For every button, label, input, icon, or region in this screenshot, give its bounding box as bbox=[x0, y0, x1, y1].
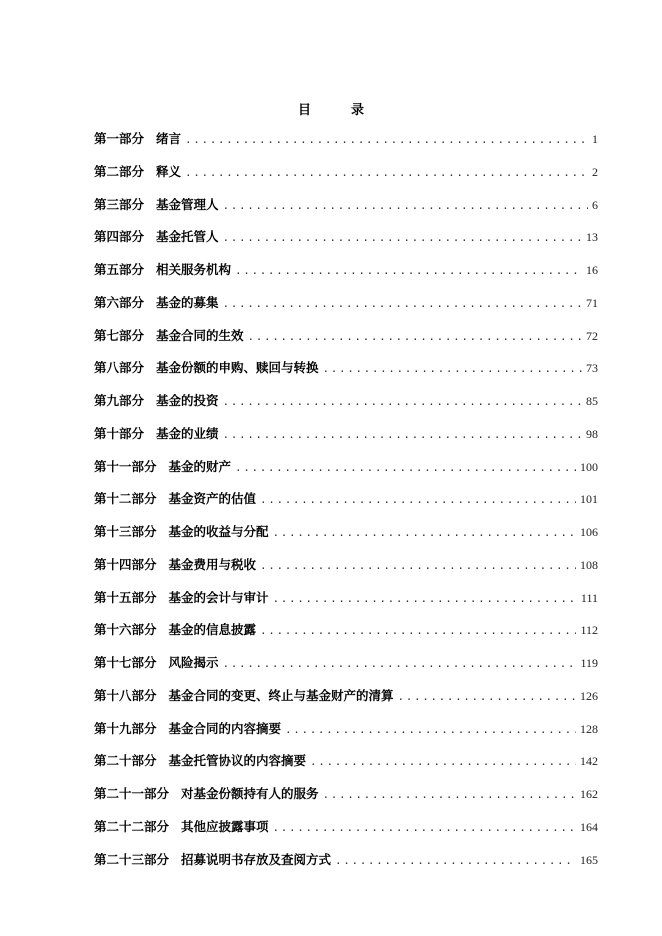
toc-entry-title: 风险揭示 bbox=[168, 655, 219, 670]
toc-heading-right: 录 bbox=[351, 103, 365, 118]
toc-entry-leader-dots bbox=[248, 329, 582, 345]
toc-entry-leader-dots bbox=[223, 296, 582, 312]
toc-entry-leader-dots bbox=[235, 460, 576, 476]
toc-entry[interactable] bbox=[94, 426, 598, 459]
toc-entry-page-number: 16 bbox=[586, 263, 598, 277]
toc-entry[interactable] bbox=[94, 459, 598, 492]
toc-entry-part: 第六部分 bbox=[94, 294, 145, 310]
toc-entry-leader-dots bbox=[335, 853, 576, 869]
toc-entry-title: 基金的会计与审计 bbox=[168, 589, 269, 605]
toc-entry-title: 释义 bbox=[156, 163, 182, 179]
toc-entry-part: 第十五部分 bbox=[94, 589, 157, 605]
toc-entry[interactable] bbox=[94, 197, 598, 230]
toc-entry-leader-dots bbox=[260, 623, 576, 639]
toc-entry-part: 第十三部分 bbox=[94, 524, 157, 539]
toc-entry[interactable] bbox=[94, 164, 598, 197]
toc-entry-title: 基金的投资 bbox=[156, 393, 219, 408]
toc-entry-leader-dots bbox=[310, 754, 576, 770]
toc-entry-title: 基金的信息披露 bbox=[168, 622, 257, 638]
toc-entry-part: 第十一部分 bbox=[94, 458, 157, 474]
toc-entry-title: 绪言 bbox=[156, 131, 182, 146]
toc-entry-page-number: 164 bbox=[580, 819, 598, 834]
toc-entry-page-number: 119 bbox=[580, 656, 598, 670]
toc-entry[interactable] bbox=[94, 852, 598, 885]
toc-entry-leader-dots bbox=[185, 132, 588, 148]
toc-entry-page-number: 128 bbox=[580, 721, 598, 736]
toc-entry-part: 第二十部分 bbox=[94, 753, 157, 769]
toc-entry[interactable] bbox=[94, 721, 598, 754]
toc-entry-page-number: 111 bbox=[580, 590, 598, 605]
toc-entry[interactable] bbox=[94, 131, 598, 164]
toc-entry-page-number: 108 bbox=[580, 557, 598, 572]
toc-entry-part: 第七部分 bbox=[94, 327, 145, 343]
toc-entry[interactable] bbox=[94, 360, 598, 393]
toc-entry-leader-dots bbox=[273, 591, 577, 607]
toc-entry-title: 基金的财产 bbox=[168, 458, 232, 474]
toc-entry-part: 第十二部分 bbox=[94, 491, 157, 507]
toc-entry-leader-dots bbox=[223, 394, 582, 410]
toc-entry[interactable] bbox=[94, 262, 598, 295]
toc-entry[interactable] bbox=[94, 655, 598, 688]
toc-entry-part: 第十四部分 bbox=[94, 556, 157, 572]
toc-entry-page-number: 98 bbox=[586, 426, 598, 441]
toc-list bbox=[94, 131, 598, 884]
toc-entry[interactable] bbox=[94, 524, 598, 557]
toc-entry-part: 第九部分 bbox=[94, 393, 145, 408]
toc-entry-part: 第十九部分 bbox=[94, 720, 157, 736]
toc-entry-leader-dots bbox=[235, 263, 582, 279]
toc-entry-page-number: 100 bbox=[580, 459, 598, 474]
toc-entry-part: 第四部分 bbox=[94, 229, 145, 245]
toc-entry-title: 基金合同的变更、终止与基金财产的清算 bbox=[168, 687, 394, 703]
toc-entry-leader-dots bbox=[398, 689, 576, 705]
toc-entry-title: 基金托管人 bbox=[156, 229, 219, 245]
toc-entry-page-number: 73 bbox=[586, 361, 598, 376]
toc-entry[interactable] bbox=[94, 393, 598, 426]
toc-entry-part: 第二部分 bbox=[94, 163, 145, 179]
toc-entry-page-number: 6 bbox=[592, 197, 598, 212]
toc-entry-part: 第三部分 bbox=[94, 196, 145, 212]
toc-entry-part: 第十八部分 bbox=[94, 687, 157, 703]
toc-entry-page-number: 126 bbox=[580, 688, 598, 703]
toc-entry-title: 基金资产的估值 bbox=[168, 491, 257, 507]
toc-entry-leader-dots bbox=[323, 787, 576, 803]
toc-heading-left: 目 bbox=[297, 103, 311, 118]
toc-entry-page-number: 112 bbox=[580, 623, 598, 638]
toc-entry[interactable] bbox=[94, 688, 598, 721]
toc-entry[interactable] bbox=[94, 229, 598, 262]
toc-entry[interactable] bbox=[94, 786, 598, 819]
toc-entry-title: 招募说明书存放及查阅方式 bbox=[181, 851, 332, 867]
toc-entry-leader-dots bbox=[260, 492, 576, 508]
toc-entry-title: 基金托管协议的内容摘要 bbox=[168, 753, 307, 769]
toc-entry-page-number: 13 bbox=[586, 230, 598, 245]
toc-entry-title: 基金的业绩 bbox=[156, 425, 219, 441]
toc-entry-leader-dots bbox=[223, 198, 588, 214]
toc-entry[interactable] bbox=[94, 590, 598, 623]
toc-entry-leader-dots bbox=[285, 722, 576, 738]
toc-entry-part: 第十六部分 bbox=[94, 622, 157, 638]
toc-entry-part: 第二十三部分 bbox=[94, 851, 170, 867]
toc-entry-page-number: 101 bbox=[580, 492, 598, 507]
toc-entry-part: 第二十二部分 bbox=[94, 818, 170, 834]
toc-entry-title: 基金费用与税收 bbox=[168, 556, 257, 572]
toc-entry[interactable] bbox=[94, 328, 598, 361]
toc-entry-page-number: 1 bbox=[592, 132, 598, 146]
toc-entry[interactable] bbox=[94, 491, 598, 524]
toc-entry[interactable] bbox=[94, 819, 598, 852]
toc-entry-page-number: 72 bbox=[586, 328, 598, 343]
toc-entry-page-number: 165 bbox=[580, 852, 598, 867]
toc-entry-part: 第五部分 bbox=[94, 262, 145, 277]
toc-heading bbox=[0, 99, 662, 118]
toc-entry-part: 第八部分 bbox=[94, 360, 145, 376]
toc-entry-leader-dots bbox=[223, 656, 577, 672]
toc-entry-title: 基金份额的申购、赎回与转换 bbox=[156, 360, 319, 376]
toc-entry-part: 第一部分 bbox=[94, 131, 145, 146]
toc-entry[interactable] bbox=[94, 622, 598, 655]
toc-entry[interactable] bbox=[94, 753, 598, 786]
toc-entry-title: 基金的募集 bbox=[156, 294, 219, 310]
toc-entry-page-number: 162 bbox=[580, 787, 598, 801]
toc-entry-leader-dots bbox=[273, 525, 576, 541]
toc-entry-leader-dots bbox=[223, 230, 582, 246]
toc-entry-page-number: 2 bbox=[592, 164, 598, 179]
toc-entry-page-number: 71 bbox=[586, 295, 598, 310]
toc-entry-leader-dots bbox=[223, 427, 582, 443]
toc-entry[interactable] bbox=[94, 557, 598, 590]
toc-entry-part: 第十七部分 bbox=[94, 655, 157, 670]
toc-entry-title: 对基金份额持有人的服务 bbox=[181, 786, 319, 801]
toc-entry-leader-dots bbox=[260, 558, 576, 574]
toc-entry-title: 基金管理人 bbox=[156, 196, 219, 212]
toc-entry-page-number: 85 bbox=[586, 394, 598, 408]
toc-entry-leader-dots bbox=[323, 361, 582, 377]
toc-entry-title: 基金合同的内容摘要 bbox=[168, 720, 282, 736]
toc-entry-page-number: 142 bbox=[580, 754, 598, 769]
toc-entry[interactable] bbox=[94, 295, 598, 328]
toc-entry-title: 其他应披露事项 bbox=[181, 818, 269, 834]
toc-entry-leader-dots bbox=[185, 165, 588, 181]
toc-entry-leader-dots bbox=[273, 820, 576, 836]
toc-entry-title: 基金合同的生效 bbox=[156, 327, 244, 343]
toc-entry-title: 基金的收益与分配 bbox=[168, 524, 269, 539]
toc-entry-part: 第十部分 bbox=[94, 425, 145, 441]
toc-entry-part: 第二十一部分 bbox=[94, 786, 170, 801]
toc-entry-page-number: 106 bbox=[580, 525, 598, 539]
toc-entry-title: 相关服务机构 bbox=[156, 262, 232, 277]
